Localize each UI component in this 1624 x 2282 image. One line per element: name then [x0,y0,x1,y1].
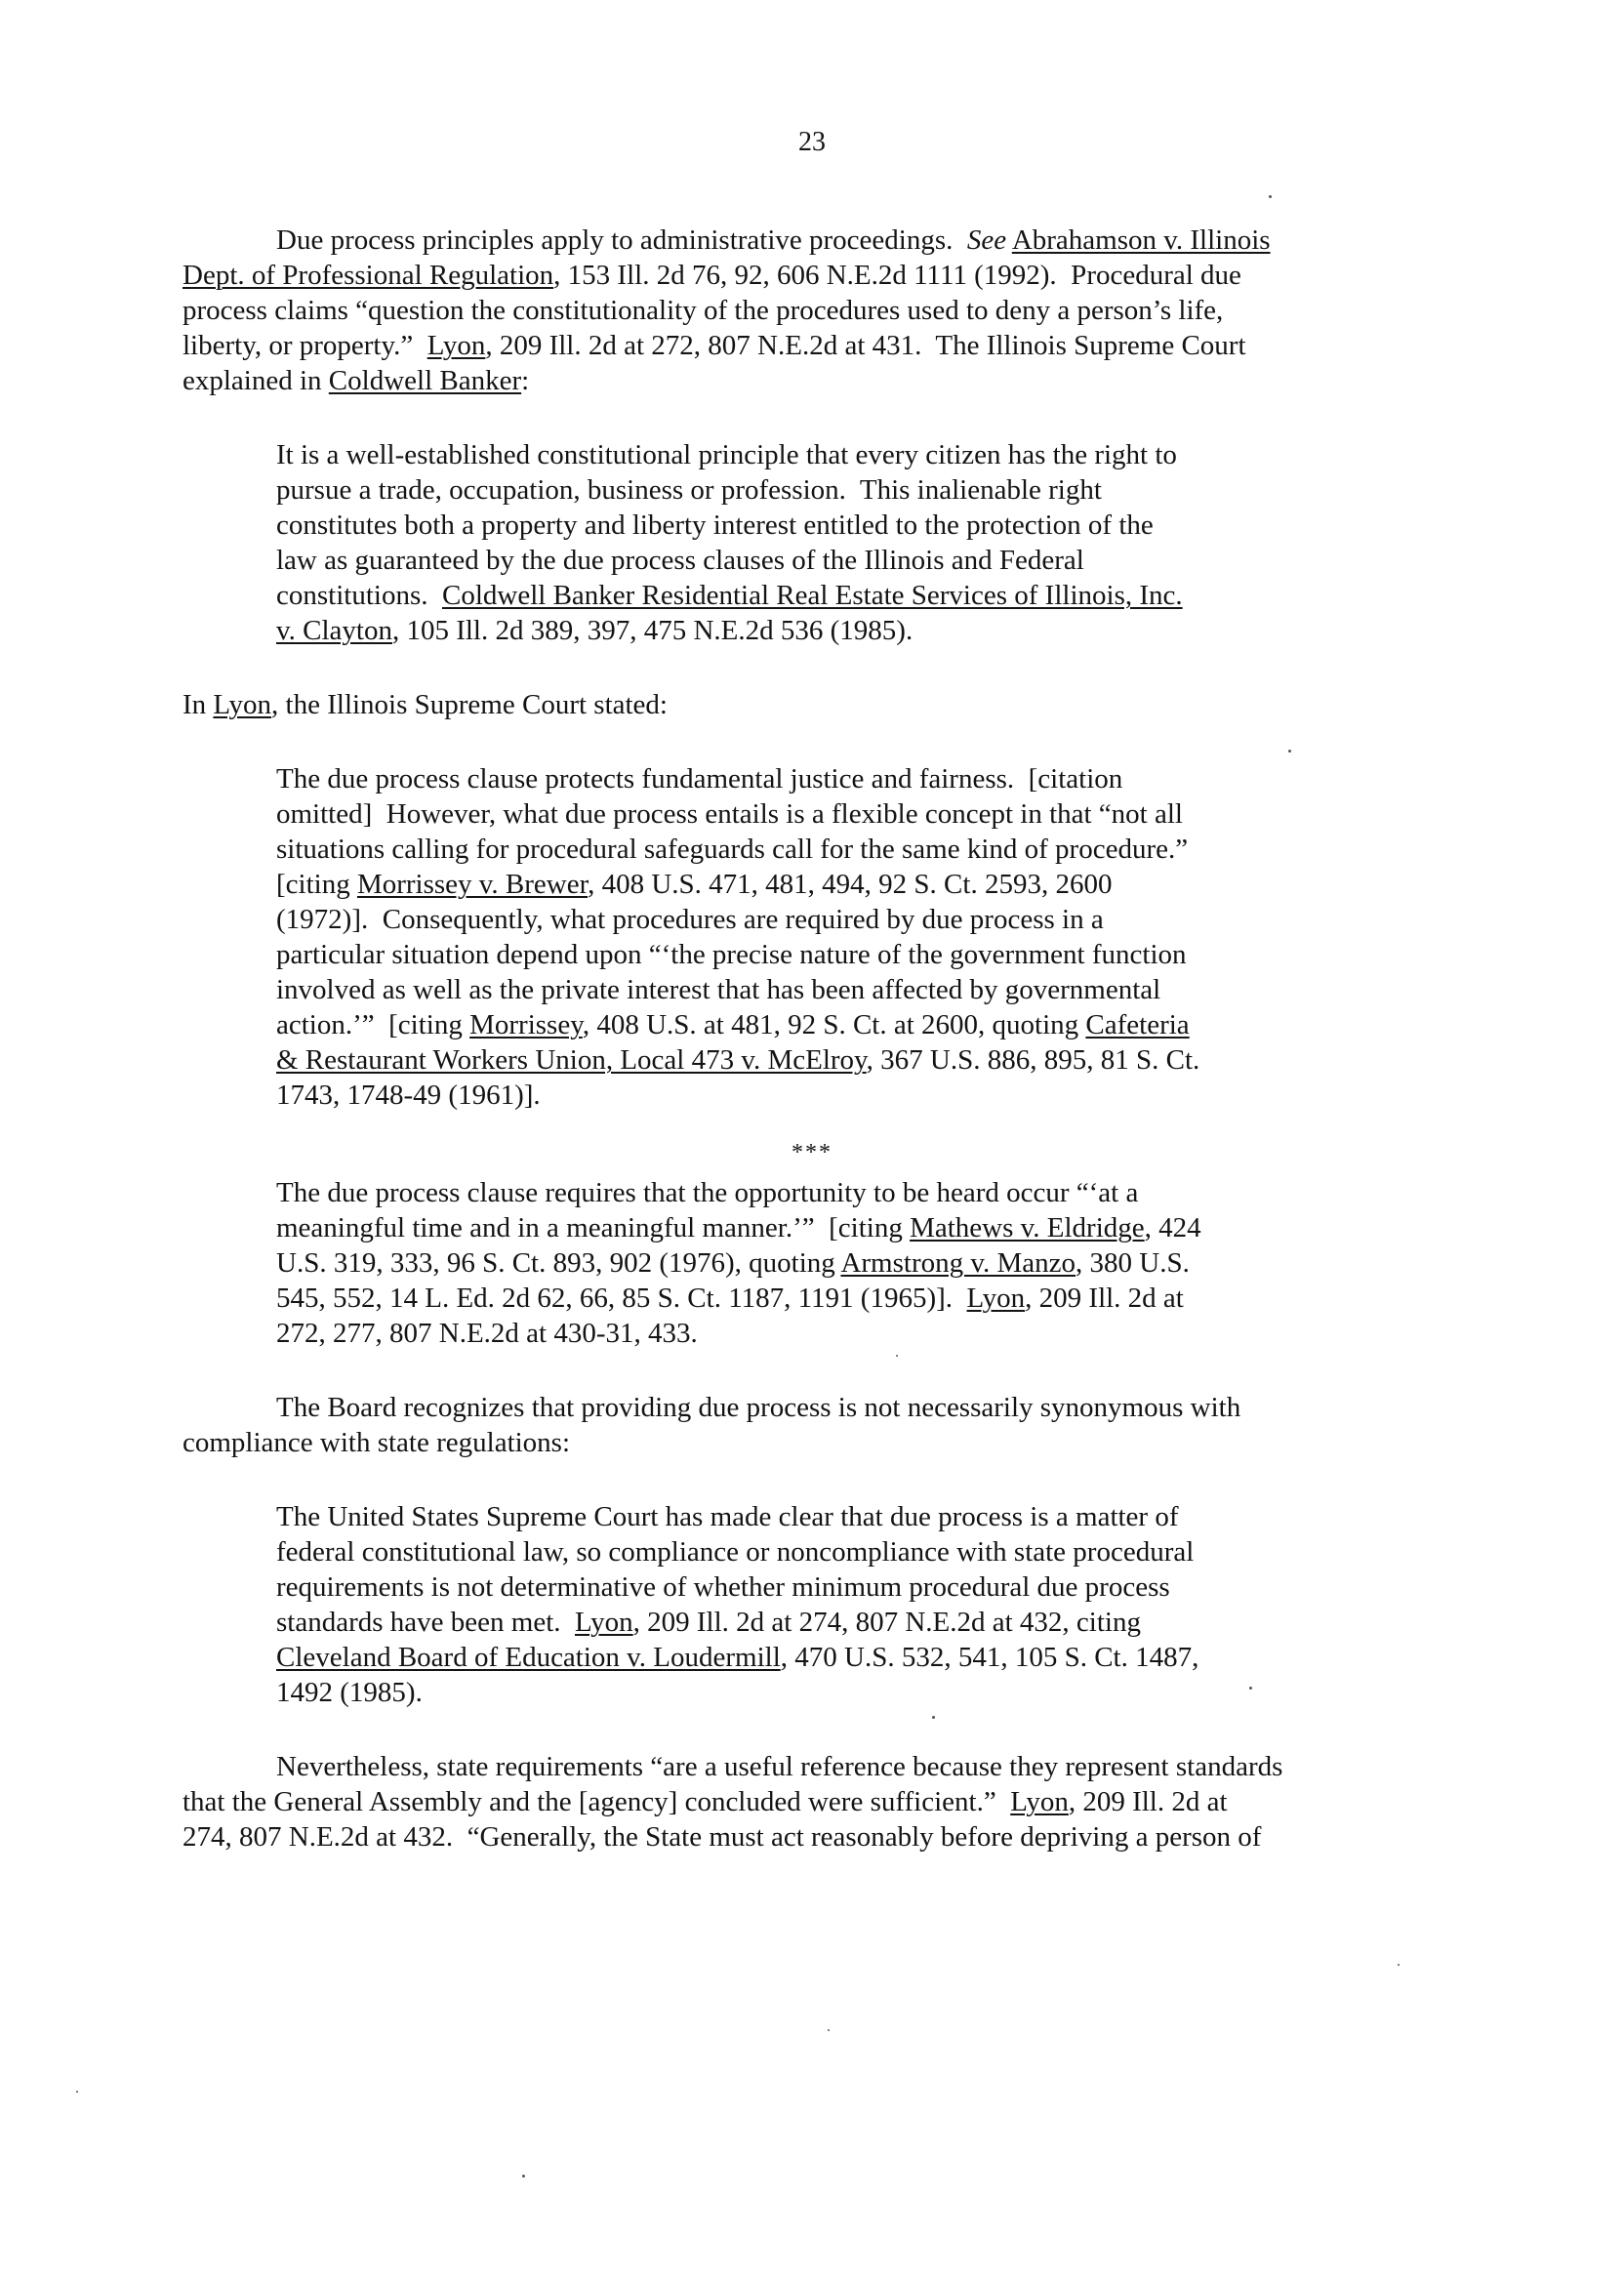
text-run: , 209 Ill. 2d at [1025,1283,1184,1314]
text-run: The United States Supreme Court has made clear that due process is a matter of [276,1501,1179,1532]
case-citation: Lyon [426,330,486,361]
text-run: , 105 Ill. 2d 389, 397, 475 N.E.2d 536 (1985). [391,615,914,646]
text-line [276,1042,1199,1078]
text-run: liberty, or property.” [183,330,427,361]
text-run: , 209 Ill. 2d at 272, 807 N.E.2d at 431. The Illinois Supreme Court [485,330,1246,361]
text-run: omitted] However, what due process entails is a flexible concept in that “not all [276,798,1183,830]
text-run: , the Illinois Supreme Court stated: [271,689,668,720]
text-line [276,1390,1240,1425]
text-run: 1492 (1985). [276,1677,423,1708]
text-line [276,1675,423,1710]
text-run: requirements is not determinative of whether minimum procedural due process [276,1571,1170,1603]
scan-speck [1398,1964,1400,1966]
text-line [276,937,1187,972]
text-line [276,1007,1190,1042]
text-line [276,472,1102,508]
text-run: federal constitutional law, so compliance or noncompliance with state procedural [276,1536,1195,1568]
text-line [276,223,1271,258]
case-citation: Cafeteria [1085,1009,1190,1040]
text-line [276,1210,1201,1245]
text-run: , 367 U.S. 886, 895, 81 S. Ct. [866,1044,1200,1076]
text-run: particular situation depend upon “‘the precise nature of the government function [276,939,1187,970]
text-run: 1743, 1748-49 (1961)]. [276,1080,541,1111]
case-citation: Lyon [213,689,272,720]
case-citation: & Restaurant Workers Union, Local 473 v. McElroy [276,1044,867,1076]
scan-speck [1288,750,1291,753]
text-line [183,328,1246,363]
case-citation: Lyon [1010,1786,1069,1817]
text-line [276,543,1084,578]
text-run: situations calling for procedural safeguards call for the same kind of procedure.” [276,834,1189,865]
text-line [276,1281,1184,1316]
text-line [276,1640,1198,1675]
text-run: , 424 [1144,1212,1201,1243]
text-run: pursue a trade, occupation, business or profession. This inalienable right [276,474,1102,506]
text-line [276,1245,1190,1281]
scan-speck [896,1355,898,1357]
text-run: explained in [183,365,329,396]
text-run: meaningful time and in a meaningful manner.’” [citing [276,1212,911,1243]
text-line [276,902,1104,937]
page-number: 23 [798,127,826,157]
text-line [276,1749,1282,1784]
text-run: (1972)]. Consequently, what procedures are required by due process in a [276,904,1104,935]
text-run: , 209 Ill. 2d at 274, 807 N.E.2d at 432, citing [632,1607,1141,1638]
text-run: 545, 552, 14 L. Ed. 2d 62, 66, 85 S. Ct. 1187, 1191 (1965)]. [276,1283,967,1314]
text-line [183,1425,570,1460]
text-line [276,1175,1138,1210]
text-line [276,796,1183,832]
text-run: , 209 Ill. 2d at [1068,1786,1228,1817]
text-run: The due process clause protects fundamental justice and fairness. [citation [276,763,1123,795]
text-run: , 153 Ill. 2d 76, 92, 606 N.E.2d 1111 (1992). Procedural due [553,260,1241,291]
case-citation: Coldwell Banker [328,365,522,396]
case-citation: Armstrong v. Manzo [840,1247,1076,1279]
case-citation: Coldwell Banker Residential Real Estate Services of Illinois, Inc. [441,580,1183,611]
text-run: , 380 U.S. [1076,1247,1190,1279]
case-citation: Abrahamson v. Illinois [1011,224,1271,256]
text-run: The due process clause requires that the opportunity to be heard occur “‘at a [276,1177,1139,1208]
text-line [276,972,1160,1007]
scan-speck [828,2029,830,2031]
text-run: 274, 807 N.E.2d at 432. “Generally, the State must act reasonably before depriving a person of [183,1821,1262,1853]
text-line [276,1078,541,1113]
scan-speck [932,1716,935,1719]
scan-speck [1269,195,1272,198]
text-line [183,258,1241,293]
text-line [276,1569,1170,1605]
text-line [183,1784,1228,1819]
omission-separator: *** [792,1140,832,1165]
text-run: that the General Assembly and the [agency] concluded were sufficient.” [183,1786,1011,1817]
text-run: involved as well as the private interest that has been affected by governmental [276,974,1161,1005]
text-run: 272, 277, 807 N.E.2d at 430-31, 433. [276,1318,698,1349]
text-run: , 408 U.S. 471, 481, 494, 92 S. Ct. 2593, 2600 [588,869,1113,900]
text-run: [citing [276,869,357,900]
case-citation: Mathews v. Eldridge [910,1212,1145,1243]
text-run: constitutes both a property and liberty interest entitled to the protection of the [276,509,1154,541]
case-citation: Morrissey v. Brewer [356,869,589,900]
text-line [276,832,1188,867]
case-citation: Lyon [575,1607,633,1638]
text-run: It is a well-established constitutional principle that every citizen has the right to [276,439,1177,470]
scan-speck [1249,1687,1252,1690]
text-line [183,687,668,722]
text-line [276,508,1154,543]
text-run: Due process principles apply to administrative proceedings. [276,224,967,256]
scan-speck [76,2091,78,2093]
case-citation: Cleveland Board of Education v. Loudermill [276,1642,781,1673]
text-line [276,437,1177,472]
text-run: Nevertheless, state requirements “are a useful reference because they represent standards [276,1751,1283,1782]
case-citation: Lyon [966,1283,1026,1314]
text-run: law as guaranteed by the due process clauses of the Illinois and Federal [276,545,1084,576]
text-run: constitutions. [276,580,442,611]
case-citation: Morrissey [469,1009,583,1040]
text-run: compliance with state regulations: [183,1427,571,1458]
text-run: U.S. 319, 333, 96 S. Ct. 893, 902 (1976), quoting [276,1247,841,1279]
signal-word: See [966,224,1007,256]
case-citation: Dept. of Professional Regulation [183,260,554,291]
text-line [183,293,1223,328]
text-line [276,578,1183,613]
text-run: , 408 U.S. at 481, 92 S. Ct. at 2600, quoting [582,1009,1086,1040]
text-run: The Board recognizes that providing due process is not necessarily synonymous with [276,1392,1241,1423]
text-line [276,613,913,648]
case-citation: v. Clayton [276,615,392,646]
text-line [276,867,1112,902]
scan-speck [522,2175,525,2178]
text-line [276,1499,1179,1534]
text-line [276,1605,1141,1640]
text-run: In [183,689,214,720]
text-line [276,1316,698,1351]
text-run: , 470 U.S. 532, 541, 105 S. Ct. 1487, [780,1642,1199,1673]
text-line [183,1819,1261,1854]
text-run: process claims “question the constitutionality of the procedures used to deny a person’s life, [183,295,1224,326]
text-run: standards have been met. [276,1607,576,1638]
text-line [276,761,1122,796]
text-run: : [521,365,530,396]
text-line [276,1534,1194,1569]
text-line [183,363,529,398]
text-run: action.’” [citing [276,1009,470,1040]
